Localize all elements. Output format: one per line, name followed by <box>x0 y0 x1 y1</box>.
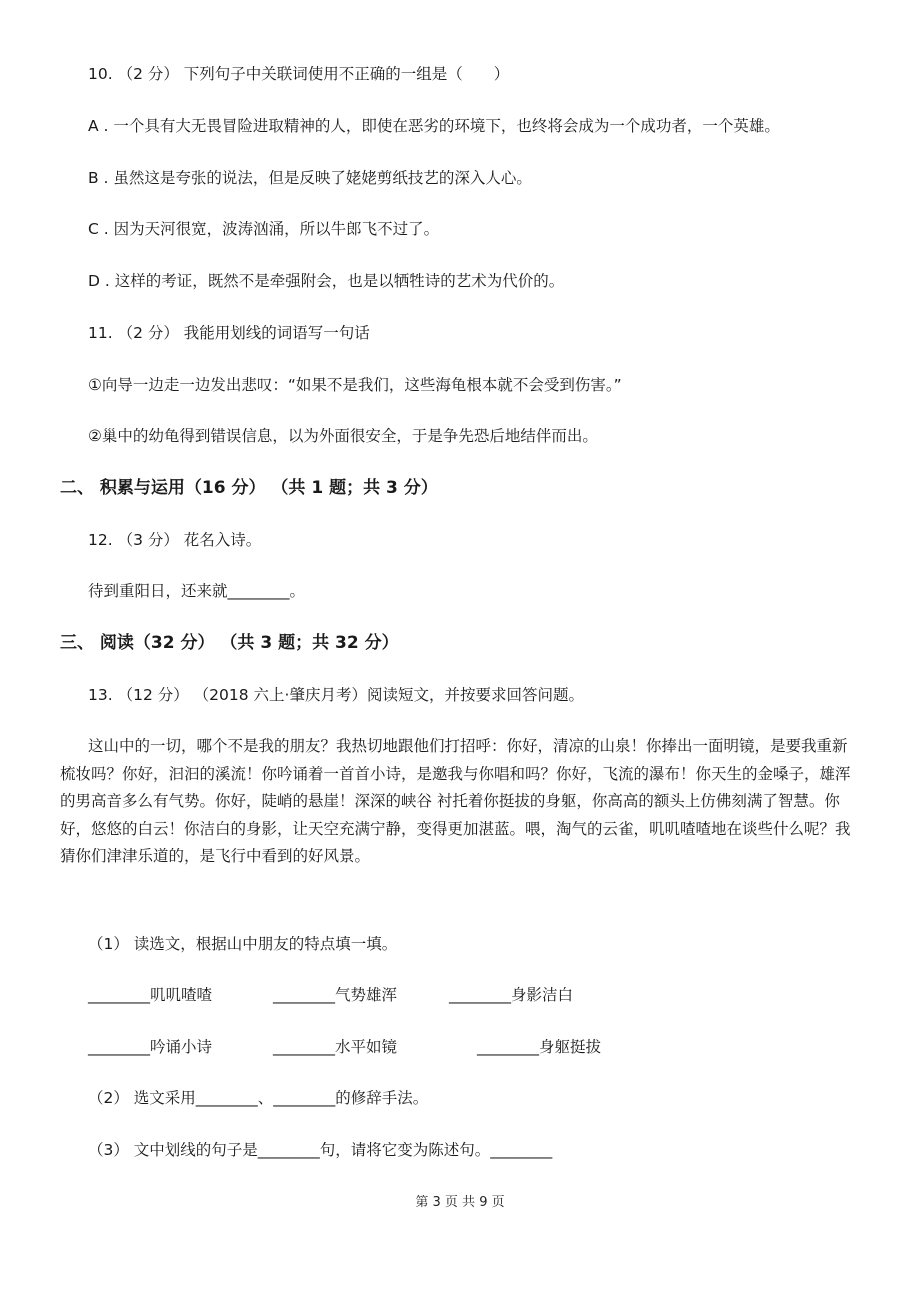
question-12-stem: 12. （3 分） 花名入诗。 <box>88 531 262 549</box>
section-2-title: 二、 积累与运用（16 分） （共 1 题；共 3 分） <box>60 478 438 498</box>
fill-blank-4: ________吟诵小诗 <box>88 1038 213 1056</box>
question-10-option-c: C . 因为天河很宽，波涛汹涌，所以牛郎飞不过了。 <box>88 220 440 238</box>
question-10-option-d: D . 这样的考证，既然不是牵强附会，也是以牺牲诗的艺术为代价的。 <box>88 272 565 290</box>
question-10-option-b: B . 虽然这是夸张的说法，但是反映了姥姥剪纸技艺的深入人心。 <box>88 169 532 187</box>
fill-blank-5: ________水平如镜 <box>273 1038 398 1056</box>
question-13-sub-3: （3） 文中划线的句子是________句，请将它变为陈述句。________ <box>88 1141 553 1159</box>
section-3-title: 三、 阅读（32 分） （共 3 题；共 32 分） <box>60 633 399 653</box>
question-10-stem: 10. （2 分） 下列句子中关联词使用不正确的一组是（ ） <box>88 65 510 83</box>
fill-blank-2: ________气势雄浑 <box>273 986 398 1004</box>
fill-blank-6: ________身躯挺拔 <box>477 1038 602 1056</box>
question-13-sub-2: （2） 选文采用________、________的修辞手法。 <box>88 1089 429 1107</box>
question-10-option-a: A . 一个具有大无畏冒险进取精神的人，即使在恶劣的环境下，也终将会成为一个成功者，一个英雄。 <box>88 117 780 135</box>
fill-blank-1: ________叽叽喳喳 <box>88 986 213 1004</box>
question-11-stem: 11. （2 分） 我能用划线的词语写一句话 <box>88 324 370 342</box>
question-11-sentence-1: ①向导一边走一边发出悲叹：“如果不是我们，这些海龟根本就不会受到伤害。” <box>88 376 622 394</box>
question-13-sub-1: （1） 读选文，根据山中朋友的特点填一填。 <box>88 935 398 953</box>
reading-passage: 这山中的一切，哪个不是我的朋友？我热切地跟他们打招呼：你好，清凉的山泉！你捧出一面明镜，是要我重新梳妆吗？你好，汩汩的溪流！你吟诵着一首首小诗，是邀我与你唱和吗？你好，飞流的瀑布！你天生的金嗓子，雄浑的男高音多么有气势。你好，陡峭的悬崖！深深的峡谷 衬托着你挺拔的身躯，你高高的额头上仿佛刻满了智慧。你好，悠悠的白云！你洁白的身影，让天空充满宁静，变得更加湛蓝。喂，淘气的云雀，叽叽喳喳地在谈些什么呢？我猜你们津津乐道的，是飞行中看到的好风景。 <box>60 737 851 865</box>
question-11-sentence-2: ②巢中的幼龟得到错误信息，以为外面很安全，于是争先恐后地结伴而出。 <box>88 427 598 445</box>
question-13-stem: 13. （12 分） （2018 六上·肇庆月考）阅读短文，并按要求回答问题。 <box>88 686 584 704</box>
question-12-line: 待到重阳日，还来就________。 <box>88 582 306 600</box>
page-footer: 第 3 页 共 9 页 <box>415 1195 505 1210</box>
fill-blank-3: ________身影洁白 <box>449 986 574 1004</box>
